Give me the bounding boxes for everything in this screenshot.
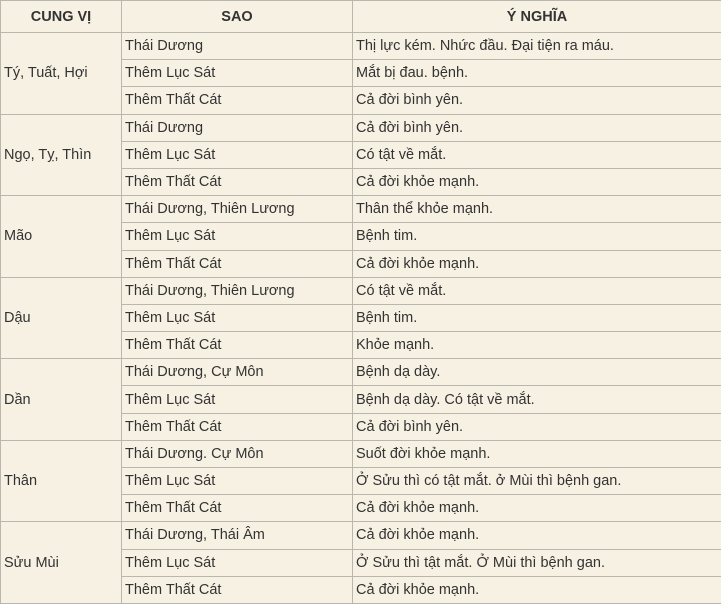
sao-cell: Thêm Thất Cát (122, 332, 353, 359)
header-sao: SAO (122, 1, 353, 33)
table-row (1, 196, 721, 223)
y-nghia-cell: Bệnh dạ dày. Có tật về mắt. (353, 386, 721, 413)
sao-cell: Thái Dương, Thiên Lương (122, 196, 353, 223)
table-row (1, 359, 721, 386)
y-nghia-cell: Cả đời khỏe mạnh. (353, 250, 721, 277)
y-nghia-cell: Cả đời khỏe mạnh. (353, 168, 721, 195)
y-nghia-cell: Cả đời khỏe mạnh. (353, 576, 721, 603)
sao-cell: Thêm Thất Cát (122, 413, 353, 440)
cung-vi-cell: Tý, Tuất, Hợi (1, 33, 122, 115)
y-nghia-cell: Suốt đời khỏe mạnh. (353, 440, 721, 467)
y-nghia-cell: Thị lực kém. Nhức đầu. Đại tiện ra máu. (353, 33, 721, 60)
cung-vi-cell: Thân (1, 440, 122, 522)
cung-vi-cell: Dậu (1, 277, 122, 359)
y-nghia-cell: Khỏe mạnh. (353, 332, 721, 359)
table-row (1, 114, 721, 141)
sao-cell: Thêm Thất Cát (122, 576, 353, 603)
sao-cell: Thêm Lục Sát (122, 386, 353, 413)
y-nghia-cell: Bệnh dạ dày. (353, 359, 721, 386)
y-nghia-cell: Cả đời bình yên. (353, 87, 721, 114)
sao-cell: Thêm Lục Sát (122, 549, 353, 576)
header-row (1, 1, 721, 33)
sao-cell: Thêm Lục Sát (122, 223, 353, 250)
y-nghia-cell: Có tật về mắt. (353, 277, 721, 304)
cung-vi-cell: Sửu Mùi (1, 522, 122, 604)
sao-cell: Thêm Thất Cát (122, 250, 353, 277)
y-nghia-cell: Cả đời khỏe mạnh. (353, 495, 721, 522)
y-nghia-cell: Bệnh tim. (353, 304, 721, 331)
sao-cell: Thái Dương (122, 33, 353, 60)
header-cung-vi: CUNG VỊ (1, 1, 122, 33)
table-body (1, 33, 721, 604)
y-nghia-cell: Mắt bị đau. bệnh. (353, 60, 721, 87)
y-nghia-cell: Cả đời bình yên. (353, 413, 721, 440)
y-nghia-cell: Bệnh tim. (353, 223, 721, 250)
cung-vi-cell: Mão (1, 196, 122, 278)
y-nghia-cell: Cả đời bình yên. (353, 114, 721, 141)
table-row (1, 277, 721, 304)
y-nghia-cell: Cả đời khỏe mạnh. (353, 522, 721, 549)
sao-cell: Thái Dương. Cự Môn (122, 440, 353, 467)
y-nghia-cell: Ở Sửu thì có tật mắt. ở Mùi thì bệnh gan. (353, 468, 721, 495)
sao-cell: Thái Dương, Cự Môn (122, 359, 353, 386)
sao-cell: Thêm Thất Cát (122, 495, 353, 522)
table-header (1, 1, 721, 33)
sao-cell: Thêm Lục Sát (122, 468, 353, 495)
cung-vi-cell: Ngọ, Tỵ, Thìn (1, 114, 122, 196)
sao-cell: Thêm Thất Cát (122, 168, 353, 195)
cung-vi-cell: Dần (1, 359, 122, 441)
sao-cell: Thêm Lục Sát (122, 304, 353, 331)
y-nghia-cell: Có tật về mắt. (353, 141, 721, 168)
table-row (1, 33, 721, 60)
y-nghia-cell: Thân thể khỏe mạnh. (353, 196, 721, 223)
header-y-nghia: Ý NGHĨA (353, 1, 721, 33)
sao-cell: Thái Dương, Thiên Lương (122, 277, 353, 304)
sao-cell: Thái Dương, Thái Âm (122, 522, 353, 549)
sao-cell: Thêm Lục Sát (122, 141, 353, 168)
y-nghia-cell: Ở Sửu thì tật mắt. Ở Mùi thì bệnh gan. (353, 549, 721, 576)
table-row (1, 440, 721, 467)
table-row (1, 522, 721, 549)
sao-cell: Thêm Thất Cát (122, 87, 353, 114)
sao-cell: Thái Dương (122, 114, 353, 141)
sao-cell: Thêm Lục Sát (122, 60, 353, 87)
